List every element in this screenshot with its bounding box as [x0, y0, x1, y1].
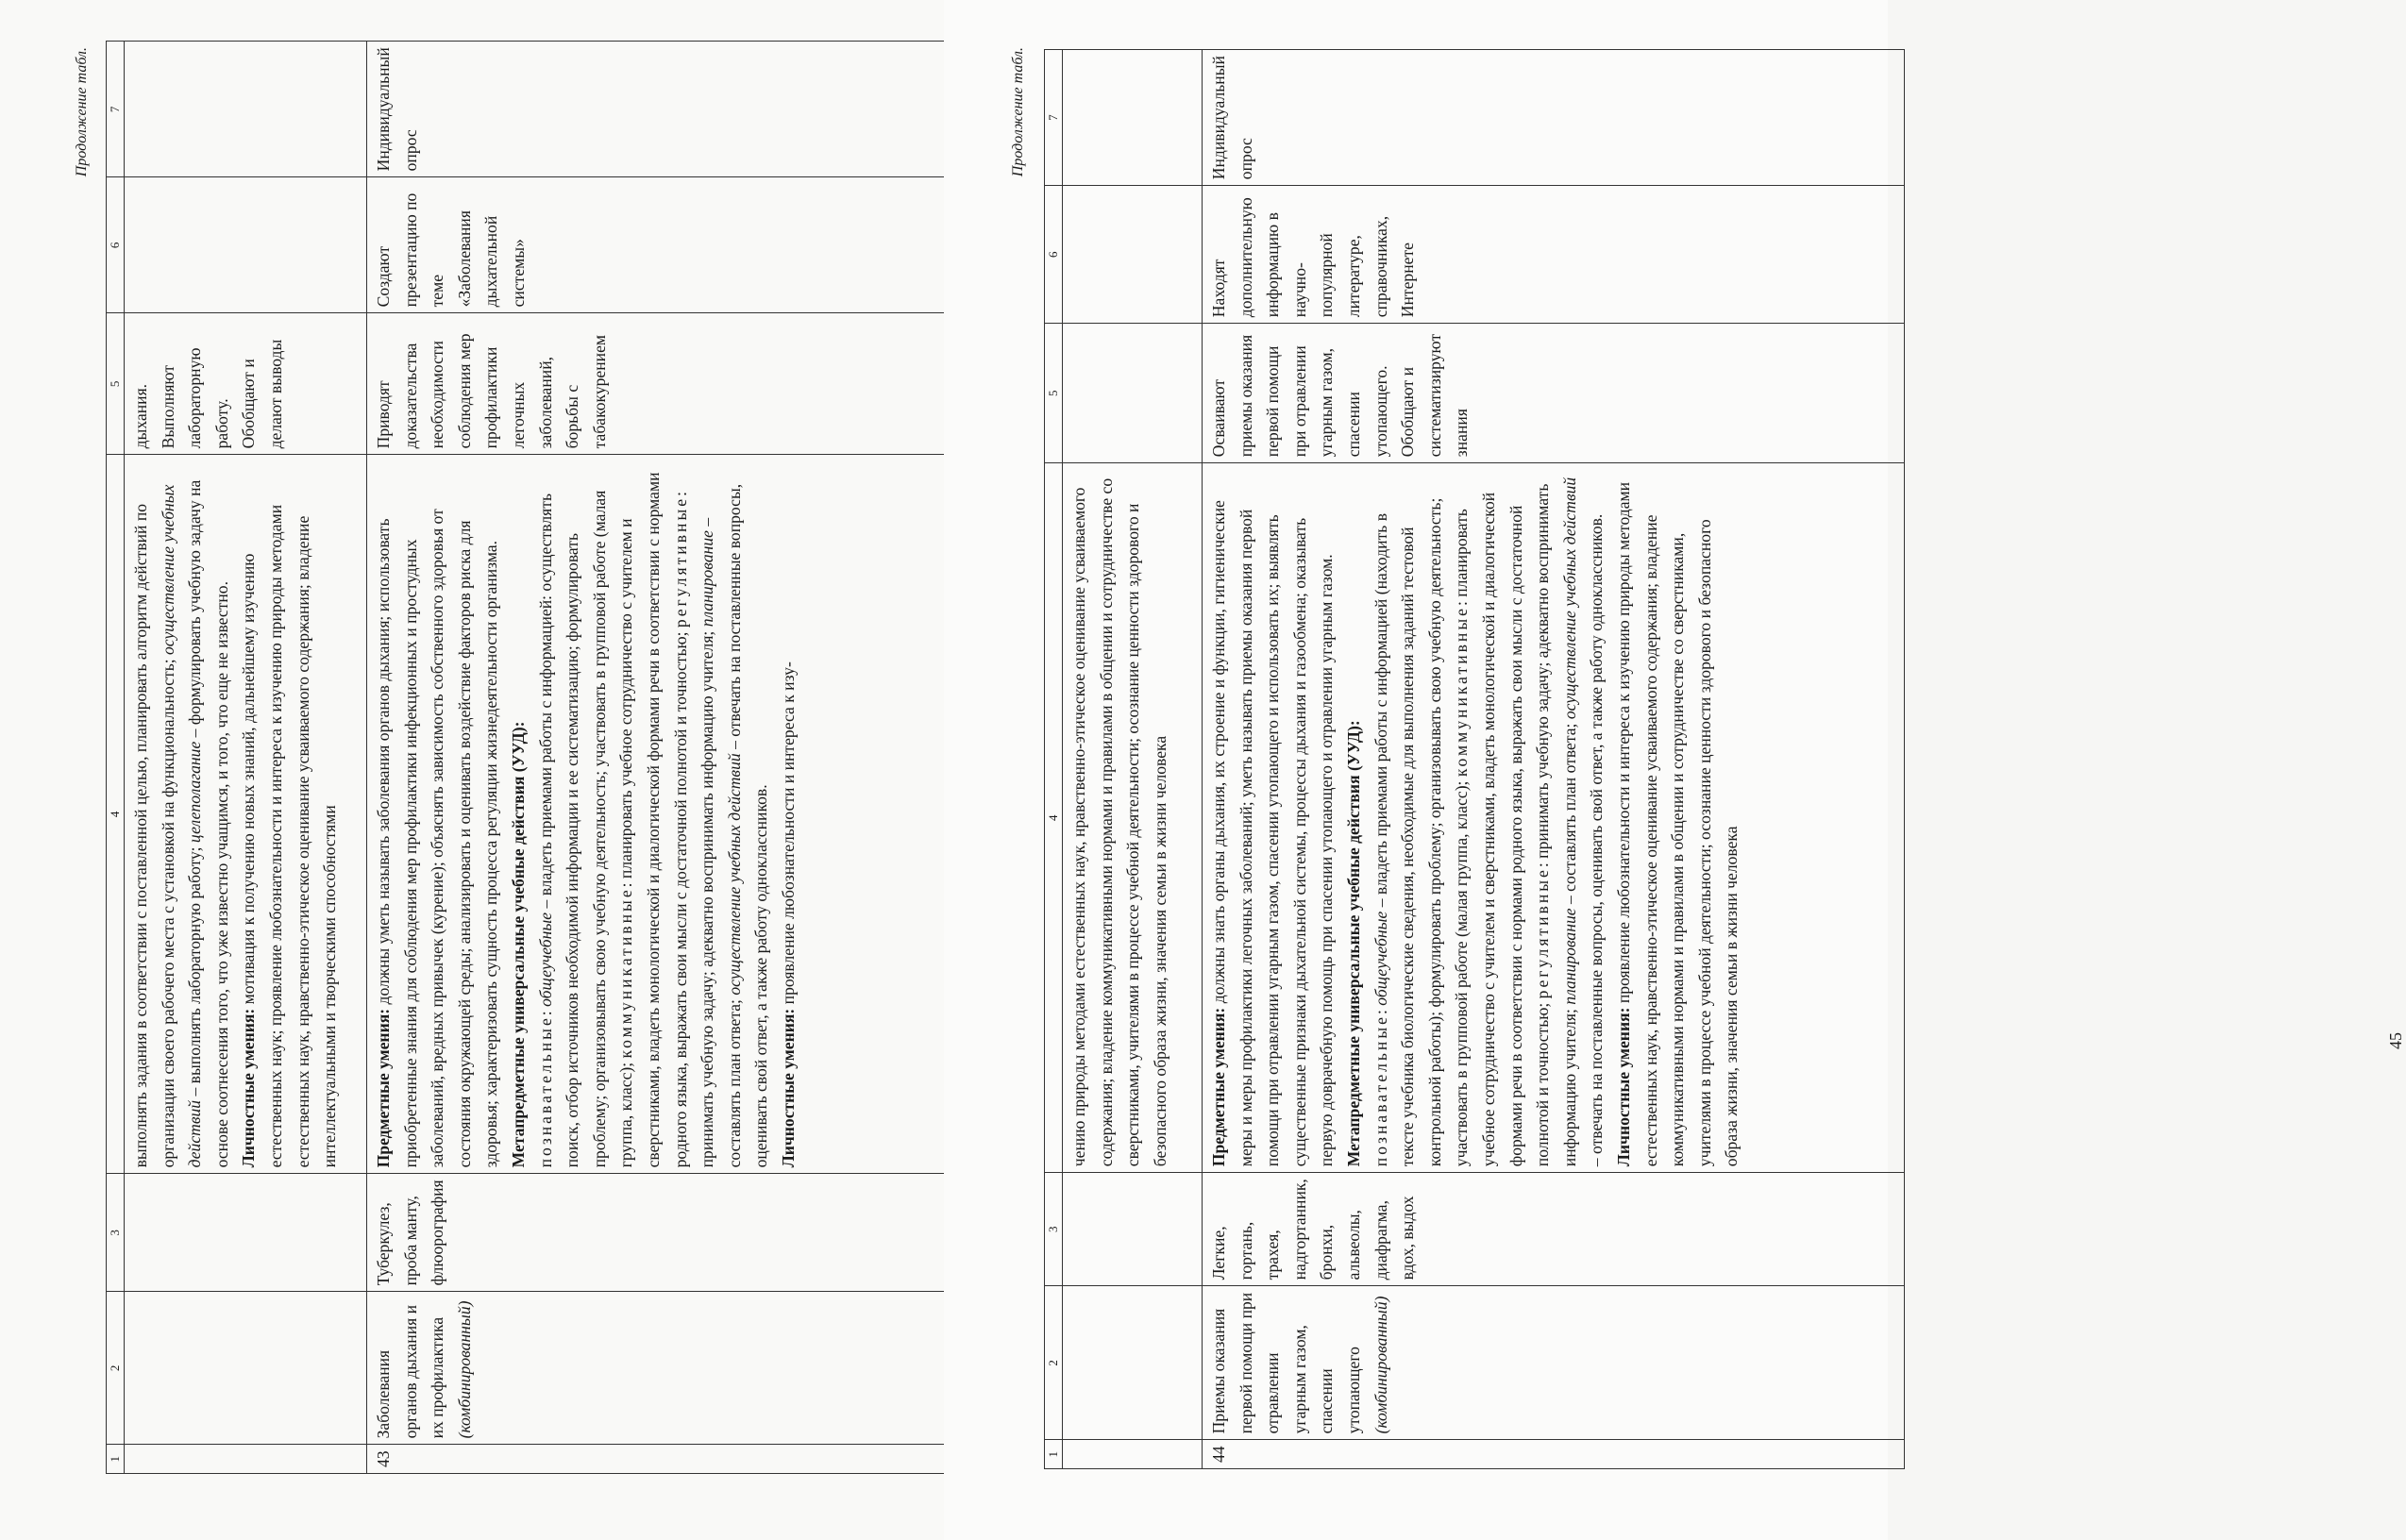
terms-cell: Легкие, гортань, трахея, надгортанник, бронхи, альвеолы, диафрагма, вдох, выдох [1203, 1173, 1905, 1286]
section-heading: Метапредметные универсальные учебные действия (УУД): [1343, 720, 1363, 1167]
column-number: 6 [1045, 186, 1063, 324]
column-number: 1 [107, 1445, 125, 1474]
topic-cell [125, 1292, 367, 1445]
lesson-type: (комбинированный) [1371, 1296, 1390, 1434]
topic-cell [1203, 1286, 1905, 1440]
table-continuation-header: Продолжение табл. [74, 47, 90, 177]
column-number: 2 [1045, 1286, 1063, 1440]
student-activities-cell: Осваивают приемы оказания первой помощи при отравлении угарным газом, спасении утопающего. Обобщают и систематизируют знания [1203, 324, 1905, 463]
assessment-cell: Индивидуальный опрос [367, 42, 959, 177]
page-number: 45 [2386, 1032, 2405, 1049]
topic-cell [367, 1292, 959, 1445]
column-number: 7 [107, 42, 125, 177]
learning-outcomes-cell: Предметные умения: должны уметь называть заболевания органов дыхания; использовать приобретенные знания для соблюдения мер профилактики инфекционных и простудных заболеваний, вредных привычек (курение); объяснять зависимость собственного здоровья от состояния окружающей среды; анализировать и оценивать воздействие факторов риска для здоровья; характеризовать сущность процесса регуляции жизнедеятельности организма. Метапредметные универсальные учебные действия (УУД): познавательные: общеучебные – владеть приемами работы с информацией: осуществлять поиск, отбор источников необходимой информации и ее систематизацию; формулировать проблему; организовывать свою учебную деятельность; участвовать в групповой работе (малая группа, класс); коммуникативные: планировать учебное сотрудничество с учителем и сверстниками, владеть монологической и диалогической формами речи в соответствии с нормами родного языка, выражать свои мысли с достаточной полнотой и точностью; регулятивные: принимать учебную задачу; адекватно воспринимать информацию учителя; планирование – составлять план ответа; осуществление учебных действий – отвечать на поставленные вопросы, оценивать свой ответ, а также работу одноклассников. Личностные умения: проявление любознательности и интереса к изу- [367, 455, 959, 1174]
column-number: 3 [1045, 1173, 1063, 1286]
lesson-topic: Приемы оказания первой помощи при отравлении угарным газом, спасении утопающего [1209, 1292, 1363, 1434]
column-number: 1 [1045, 1440, 1063, 1469]
student-activities-cell: дыхания. Выполняют лабораторную работу. Обобщают и делают выводы [125, 313, 367, 455]
extra-tasks-cell [1063, 186, 1203, 324]
column-number: 3 [107, 1174, 125, 1292]
assessment-cell [125, 42, 367, 177]
lesson-plan-table [1044, 49, 1905, 1469]
column-number: 2 [107, 1292, 125, 1445]
assessment-cell [1063, 50, 1203, 186]
student-activities-cell: Приводят доказательства необходимости соблюдения мер профилактики легочных заболеваний, борьбы с табакокурением [367, 313, 959, 455]
extra-tasks-cell [125, 177, 367, 313]
column-number: 7 [1045, 50, 1063, 186]
column-number-row [1045, 50, 1063, 1469]
column-number: 4 [107, 455, 125, 1174]
student-activities-cell [1063, 324, 1203, 463]
lesson-type: (комбинированный) [454, 1300, 474, 1439]
terms-cell [1063, 1173, 1203, 1286]
right-page [944, 0, 2405, 1540]
lesson-number-cell: 43 [367, 1445, 959, 1474]
learning-outcomes-cell: чению природы методами естественных наук, нравственно-этическое оценивание усваиваемого содержания; владение коммуникативными нормами и правилами в общении и сотрудничестве со сверстниками, учителями в процессе учебной деятельности; осознание ценности здорового и безопасного образа жизни, значения семьи в жизни человека [1063, 463, 1203, 1173]
column-number-row [107, 42, 125, 1474]
lesson-number-cell: 44 [1203, 1440, 1905, 1469]
extra-tasks-cell: Находят дополнительную информацию в научно-популярной литературе, справочниках, Интернете [1203, 186, 1905, 324]
assessment-cell: Индивидуальный опрос [1203, 50, 1905, 186]
table-row [367, 42, 959, 1474]
table-row [125, 42, 367, 1474]
section-heading: Личностные умения: [778, 1008, 798, 1168]
column-number: 4 [1045, 463, 1063, 1173]
lesson-number-cell [125, 1445, 367, 1474]
column-number: 5 [107, 313, 125, 455]
section-heading: Предметные умения: [374, 1008, 393, 1168]
learning-outcomes-cell: Предметные умения: должны знать органы дыхания, их строение и функции, гигиенические меры и меры профилактики легочных заболеваний; уметь называть приемы оказания первой помощи при отравлении угарным газом, спасении утопающего и использовать их; выявлять существенные признаки дыхательной системы, процессы дыхания и газообмена; оказывать первую доврачебную помощь при спасении утопающего и отравлении угарным газом. Метапредметные универсальные учебные действия (УУД): познавательные: общеучебные – владеть приемами работы с информацией (находить в тексте учебника биологические сведения, необходимые для выполнения заданий тестовой контрольной работы); формулировать проблему; организовывать свою учебную деятельность; участвовать в групповой работе (малая группа, класс); коммуникативные: планировать учебное сотрудничество с учителем и сверстниками, владеть монологической и диалогической формами речи в соответствии с нормами родного языка, выражать свои мысли с достаточной полнотой и точностью; регулятивные: принимать учебную задачу; адекватно воспринимать информацию учителя; планирование – составлять план ответа; осуществление учебных действий – отвечать на поставленные вопросы, оценивать свой ответ, а также работу одноклассников. Личностные умения: проявление любознательности и интереса к изучению природы методами естественных наук, нравственно-этическое оценивание усваиваемого содержания; владение коммуникативными нормами и правилами в общении и сотрудничестве со сверстниками, учителями в процессе учебной деятельности; осознание ценности здорового и безопасного образа жизни, значения семьи в жизни человека [1203, 463, 1905, 1173]
section-heading: Метапредметные универсальные учебные действия (УУД): [508, 721, 528, 1168]
table-row [1063, 50, 1203, 1469]
column-number: 6 [107, 177, 125, 313]
section-heading: Личностные умения: [239, 1008, 259, 1168]
lesson-topic: Заболевания органов дыхания и их профилактика [374, 1304, 447, 1439]
table-continuation-header: Продолжение табл. [1010, 47, 1026, 177]
column-number: 5 [1045, 324, 1063, 463]
terms-cell: Туберкулез, проба манту, флюорография [367, 1174, 959, 1292]
terms-cell [125, 1174, 367, 1292]
section-heading: Личностные умения: [1613, 1007, 1633, 1167]
learning-outcomes-cell: выполнять задания в соответствии с поставленной целью, планировать алгоритм действий по организации своего рабочего места с установкой на функциональность; осуществление учебных действий – выполнять лабораторную работу; целеполагание – формулировать учебную задачу на основе соотнесения того, что уже известно учащимся, и того, что еще не известно. Личностные умения: мотивация к получению новых знаний, дальнейшему изучению естественных наук; проявление любознательности и интереса к изучению природы методами естественных наук, нравственно-этическое оценивание усваиваемого содержания; владение интеллектуальными и творческими способностями [125, 455, 367, 1174]
extra-tasks-cell: Создают презентацию по теме «Заболевания дыхательной системы» [367, 177, 959, 313]
topic-cell [1063, 1286, 1203, 1440]
lesson-number-cell [1063, 1440, 1203, 1469]
lesson-plan-table [106, 41, 959, 1474]
section-heading: Предметные умения: [1209, 1007, 1228, 1167]
left-page [0, 0, 944, 1540]
table-row [1203, 50, 1905, 1469]
